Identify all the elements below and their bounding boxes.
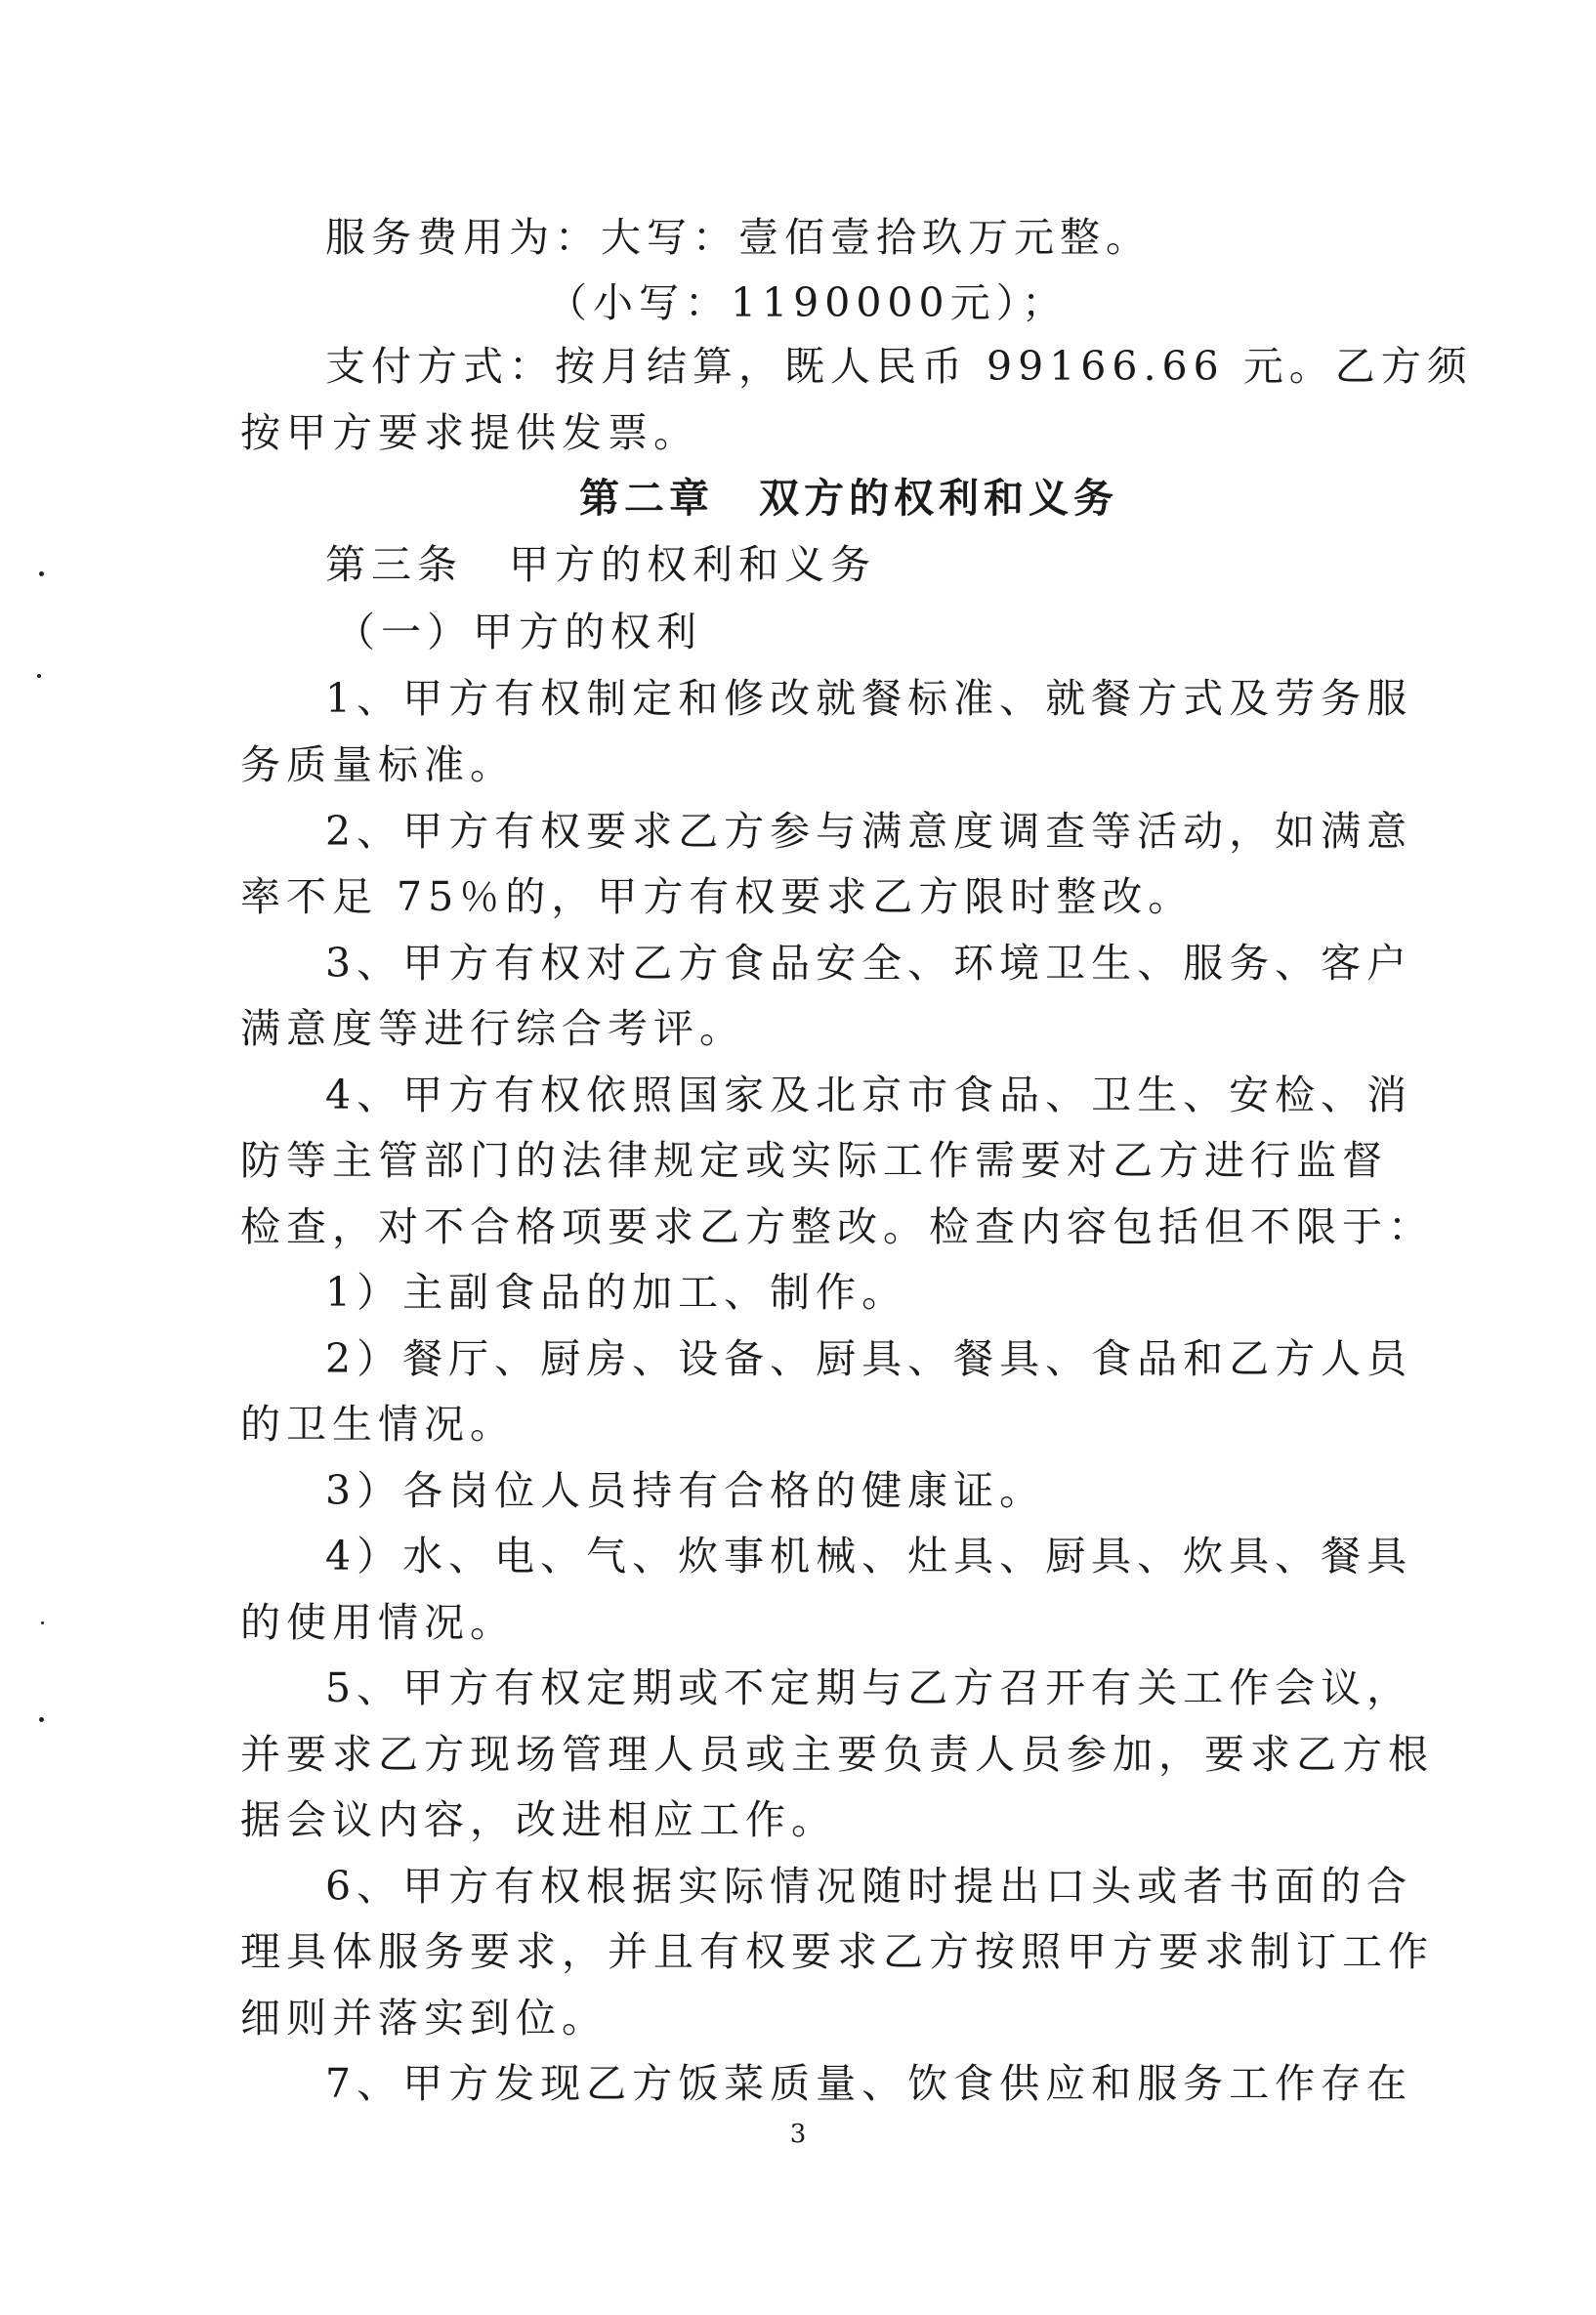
paragraph-line: 6、甲方有权根据实际情况随时提出口头或者书面的合 xyxy=(325,1863,1413,1910)
paragraph-line: 并要求乙方现场管理人员或主要负责人员参加，要求乙方根 xyxy=(240,1731,1434,1778)
paragraph-line: 据会议内容，改进相应工作。 xyxy=(240,1796,837,1843)
paragraph-line: 防等主管部门的法律规定或实际工作需要对乙方进行监督 xyxy=(240,1137,1388,1184)
list-item: 2）餐厅、厨房、设备、厨具、餐具、食品和乙方人员 xyxy=(325,1335,1413,1382)
scan-speck xyxy=(39,1717,44,1722)
payment-method-line-cont: 按甲方要求提供发票。 xyxy=(240,409,699,456)
article-heading: 第三条 甲方的权利和义务 xyxy=(325,541,876,588)
list-item-cont: 的使用情况。 xyxy=(240,1599,516,1646)
list-item: 1）主副食品的加工、制作。 xyxy=(325,1269,908,1316)
paragraph-line: 理具体服务要求，并且有权要求乙方按照甲方要求制订工作 xyxy=(240,1928,1434,1975)
list-item: 4）水、电、气、炊事机械、灶具、厨具、炊具、餐具 xyxy=(325,1533,1413,1579)
list-item-cont: 的卫生情况。 xyxy=(240,1401,516,1448)
paragraph-line: 3、甲方有权对乙方食品安全、环境卫生、服务、客户 xyxy=(325,940,1413,987)
section-heading: （一）甲方的权利 xyxy=(335,609,702,655)
page-number: 3 xyxy=(789,2120,807,2149)
chapter-heading: 第二章 双方的权利和义务 xyxy=(579,475,1118,522)
paragraph-line: 2、甲方有权要求乙方参与满意度调查等活动，如满意 xyxy=(325,808,1413,855)
fee-amount-line: 服务费用为：大写：壹佰壹拾玖万元整。 xyxy=(325,214,1152,261)
payment-method-line: 支付方式：按月结算，既人民币 99166.66 元。乙方须 xyxy=(325,343,1473,390)
paragraph-line: 细则并落实到位。 xyxy=(240,1995,608,2041)
paragraph-line: 检查，对不合格项要求乙方整改。检查内容包括但不限于： xyxy=(240,1203,1434,1250)
paragraph-line: 7、甲方发现乙方饭菜质量、饮食供应和服务工作存在 xyxy=(325,2060,1413,2107)
paragraph-line: 务质量标准。 xyxy=(240,741,516,788)
scan-speck xyxy=(37,674,41,678)
list-item: 3）各岗位人员持有合格的健康证。 xyxy=(325,1467,1046,1514)
paragraph-line: 5、甲方有权定期或不定期与乙方召开有关工作会议， xyxy=(325,1664,1413,1711)
fee-amount-figures: （小写：1190000元）； xyxy=(547,279,1069,326)
paragraph-line: 率不足 75％的，甲方有权要求乙方限时整改。 xyxy=(240,873,1195,920)
paragraph-line: 4、甲方有权依照国家及北京市食品、卫生、安检、消 xyxy=(325,1072,1413,1118)
scan-speck xyxy=(41,1621,44,1624)
paragraph-line: 满意度等进行综合考评。 xyxy=(240,1005,745,1052)
paragraph-line: 1、甲方有权制定和修改就餐标准、就餐方式及劳务服 xyxy=(325,675,1413,722)
scan-speck xyxy=(39,571,44,576)
